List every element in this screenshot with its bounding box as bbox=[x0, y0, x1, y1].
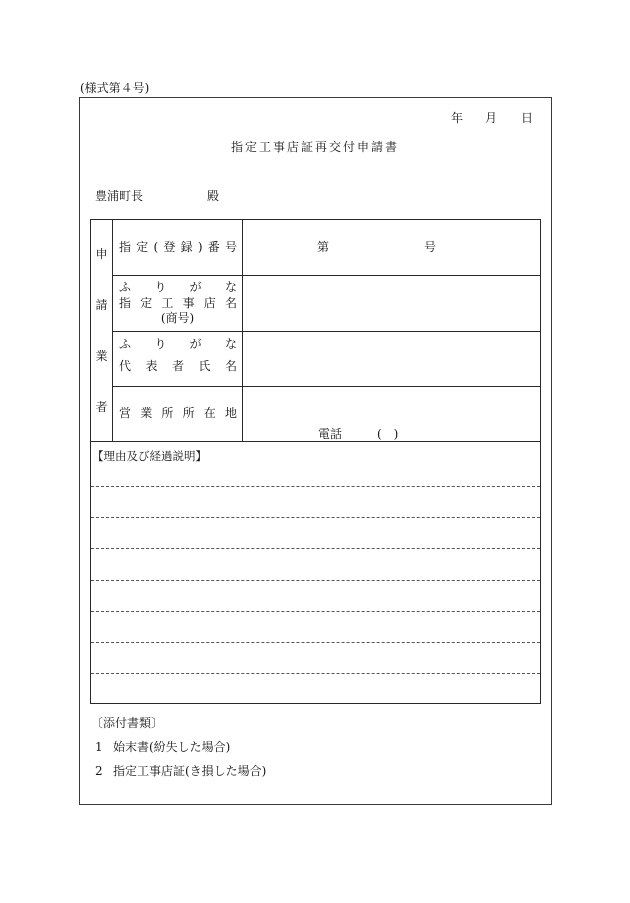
form-title: 指定工事店証再交付申請書 bbox=[230, 140, 399, 154]
attachments-heading: 〔添付書類〕 bbox=[91, 716, 164, 730]
date-year-label: 年 bbox=[451, 111, 464, 125]
registration-number-label-cell bbox=[113, 220, 243, 275]
shop-name-note: (商号) bbox=[160, 311, 195, 325]
phone-area-code-parens: ( ) bbox=[377, 427, 399, 441]
shop-name-furigana-label: ふ り が な bbox=[119, 280, 237, 294]
form-number: (様式第４号) bbox=[80, 81, 150, 95]
shop-name-row bbox=[113, 276, 540, 332]
reason-line bbox=[91, 548, 540, 549]
applicant-label: 申 請 業 者 bbox=[91, 220, 113, 442]
date-day-label: 日 bbox=[521, 111, 534, 125]
reason-line bbox=[91, 580, 540, 581]
office-address-label: 営 業 所 所 在 地 bbox=[119, 406, 237, 420]
representative-field bbox=[243, 332, 540, 386]
representative-label: 代 表 者 氏 名 bbox=[119, 359, 237, 373]
office-address-field bbox=[243, 387, 540, 441]
registration-number-suffix: 号 bbox=[424, 240, 437, 254]
office-address-row bbox=[113, 387, 540, 442]
attachment-item-number: 2 bbox=[95, 764, 103, 778]
attachment-item-text: 始末書(紛失した場合) bbox=[113, 740, 231, 754]
reason-line bbox=[91, 486, 540, 487]
registration-number-prefix: 第 bbox=[317, 240, 330, 254]
reason-line bbox=[91, 642, 540, 643]
reason-line bbox=[91, 517, 540, 518]
reason-heading: 【理由及び経過説明】 bbox=[92, 449, 207, 463]
application-table bbox=[90, 219, 541, 704]
attachment-item-number: 1 bbox=[95, 740, 103, 754]
addressee-name: 豊浦町長 bbox=[95, 189, 144, 203]
registration-number-label: 指 定 ( 登 録 ) 番 号 bbox=[119, 240, 237, 254]
office-address-label-cell bbox=[113, 387, 243, 441]
attachment-item-text: 指定工事店証(き損した場合) bbox=[113, 764, 267, 778]
addressee-honorific: 殿 bbox=[207, 189, 220, 203]
registration-number-row bbox=[113, 220, 540, 276]
date-month-label: 月 bbox=[485, 111, 498, 125]
representative-furigana-label: ふ り が な bbox=[119, 337, 237, 351]
shop-name-field bbox=[243, 276, 540, 331]
reason-line bbox=[91, 673, 540, 674]
representative-label-cell bbox=[113, 332, 243, 386]
shop-name-label: 指 定 工 事 店 名 bbox=[119, 296, 237, 310]
phone-label: 電話 bbox=[318, 427, 343, 441]
reason-line bbox=[91, 611, 540, 612]
registration-number-field bbox=[243, 220, 540, 275]
representative-row bbox=[113, 332, 540, 387]
shop-name-label-cell bbox=[113, 276, 243, 331]
